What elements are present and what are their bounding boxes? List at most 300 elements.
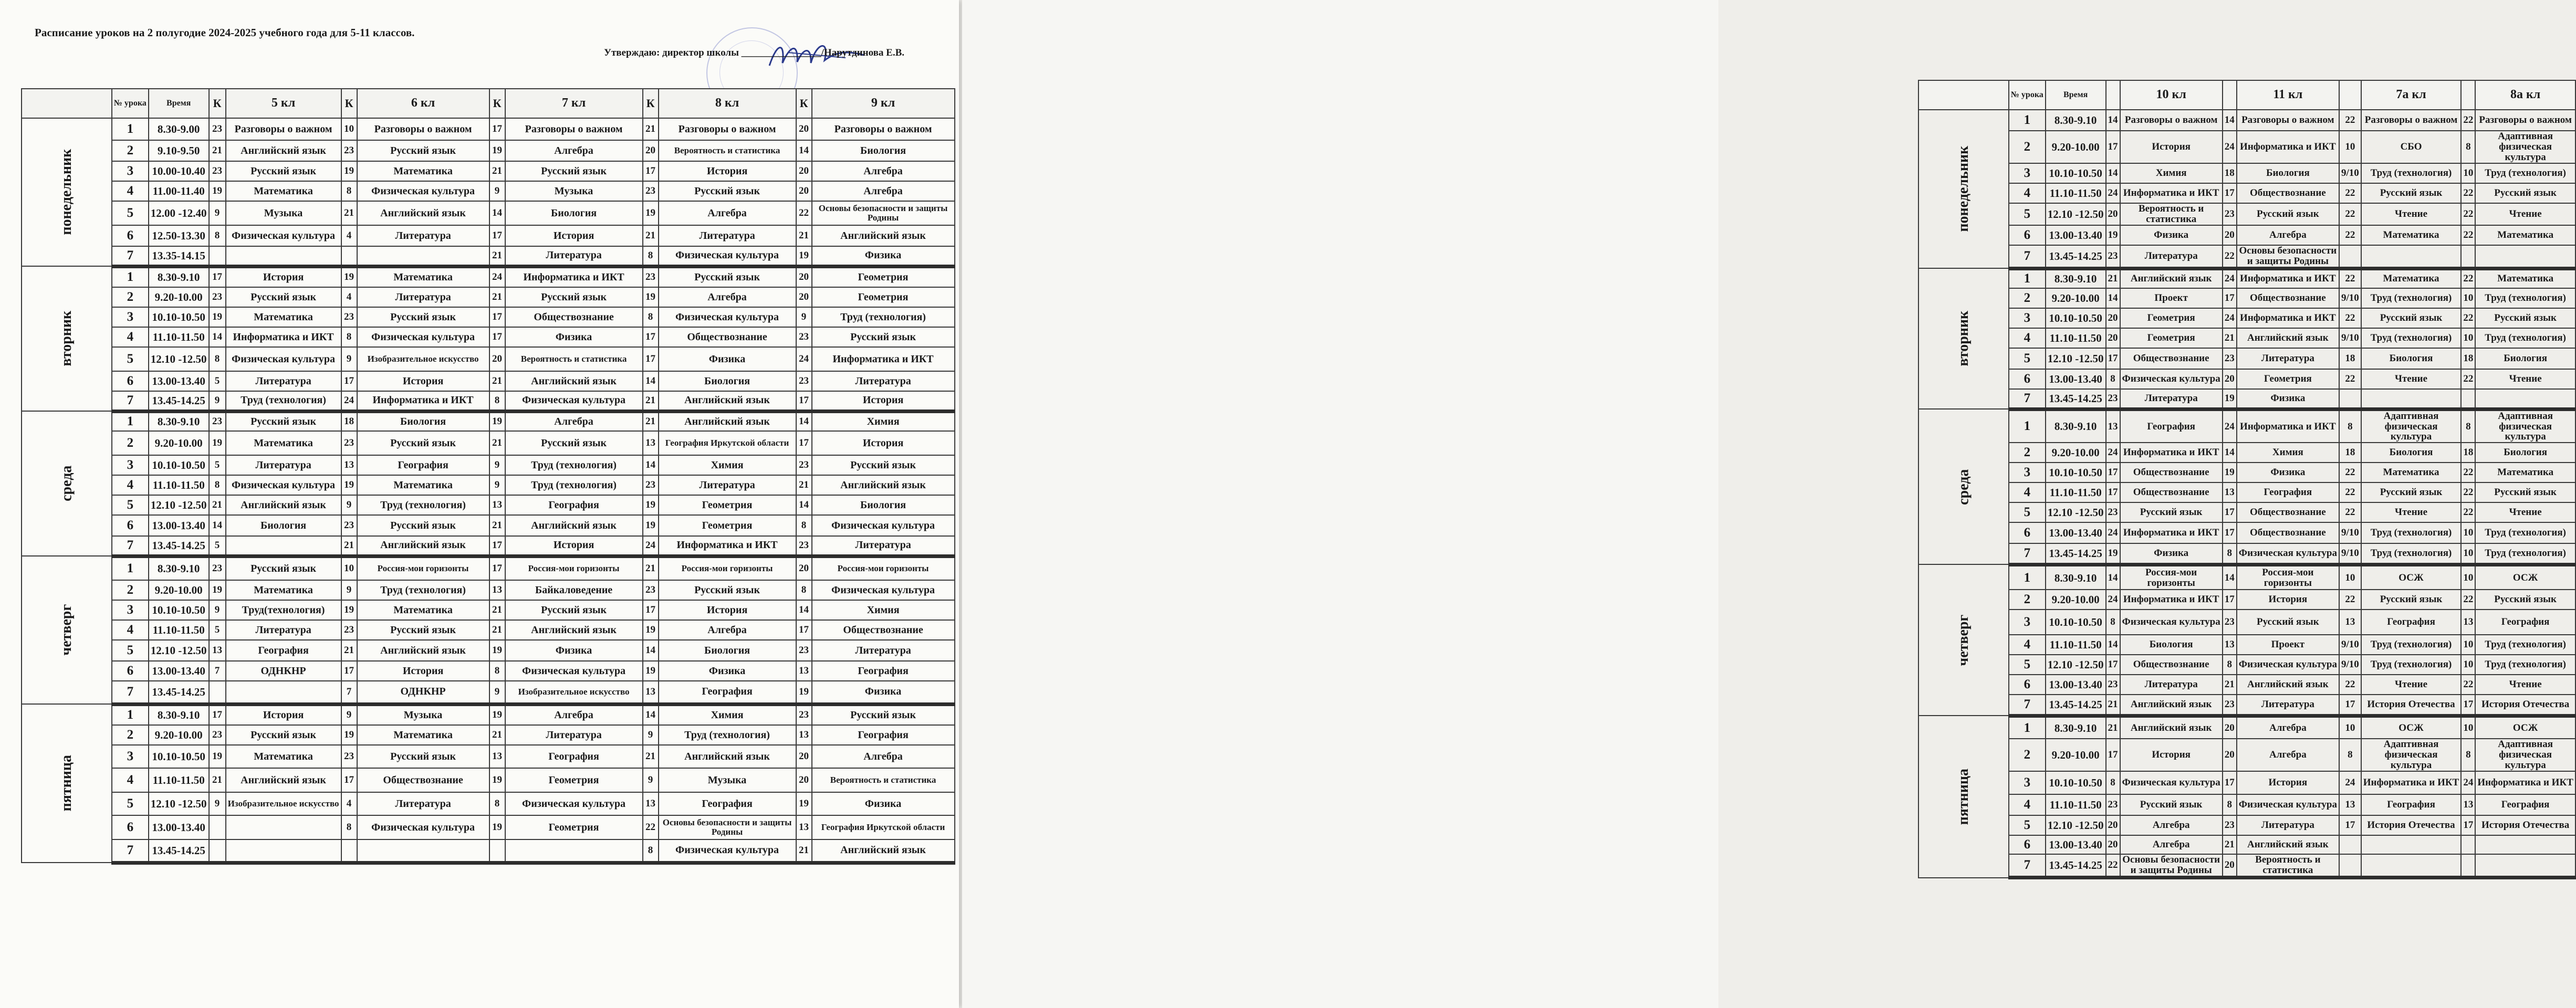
lesson-number: 2 [2009, 288, 2046, 308]
cabinet-number: 23 [209, 118, 226, 140]
subject: Математика [226, 580, 341, 600]
cabinet-number: 9 [796, 307, 812, 327]
cabinet-number: 23 [643, 181, 659, 201]
lesson-time: 13.00-13.40 [149, 661, 209, 681]
subject [2361, 854, 2462, 877]
subject: Физика [659, 347, 796, 371]
cabinet-number: 10 [2461, 543, 2475, 564]
lesson-number: 2 [2009, 590, 2046, 610]
table-row [22, 536, 955, 556]
cabinet-number: 20 [2106, 308, 2120, 328]
table-row [22, 580, 955, 600]
cabinet-number: 9 [341, 495, 357, 515]
subject: Русский язык [505, 287, 643, 307]
subject: Физическая культура [226, 347, 341, 371]
cabinet-number: 10 [2461, 522, 2475, 543]
lesson-time: 11.10-11.50 [2046, 794, 2106, 815]
lesson-time: 13.00-13.40 [149, 815, 209, 839]
subject [226, 815, 341, 839]
subject: Адаптивная физическая культура [2475, 739, 2575, 771]
cabinet-number: 19 [209, 307, 226, 327]
cabinet-number: 7 [341, 681, 357, 704]
subject: ОСЖ [2475, 564, 2575, 590]
lesson-time: 9.20-10.00 [2046, 739, 2106, 771]
lesson-time: 11.10-11.50 [149, 475, 209, 495]
subject: Алгебра [505, 140, 643, 161]
lesson-number: 2 [112, 580, 149, 600]
subject: Биология [2475, 348, 2575, 369]
subject: Литература [2120, 389, 2223, 409]
subject: Физика [812, 681, 955, 704]
table-row [22, 455, 955, 475]
header-class: 8а кл [2475, 80, 2575, 110]
subject: Геометрия [812, 266, 955, 287]
cabinet-number: 18 [2223, 163, 2237, 183]
cabinet-number: 22 [2339, 225, 2361, 245]
subject [226, 681, 341, 704]
subject: Математика [357, 600, 489, 620]
subject: Основы безопасности и защиты Родины [812, 201, 955, 225]
header-cabinet [2223, 80, 2237, 110]
lesson-time: 9.20-10.00 [2046, 131, 2106, 163]
table-row [22, 495, 955, 515]
subject: Английский язык [226, 140, 341, 161]
cabinet-number: 8 [489, 661, 505, 681]
subject: Физическая культура [2120, 771, 2223, 794]
cabinet-number: 8 [2461, 409, 2475, 443]
lesson-number: 6 [2009, 225, 2046, 245]
table-row [22, 307, 955, 327]
subject: Русский язык [505, 600, 643, 620]
cabinet-number: 10 [2461, 163, 2475, 183]
day-name: среда [1955, 469, 1972, 505]
subject: География [2361, 610, 2462, 635]
cabinet-number: 19 [489, 768, 505, 792]
subject: Биология [812, 495, 955, 515]
subject: Труд (технология) [2475, 328, 2575, 348]
day-label [22, 704, 112, 863]
subject: Английский язык [659, 745, 796, 768]
table-row [22, 246, 955, 266]
subject: Физическая культура [2120, 369, 2223, 389]
cabinet-number: 14 [209, 327, 226, 347]
lesson-time: 8.30-9.00 [149, 118, 209, 140]
subject: Физическая культура [659, 246, 796, 266]
subject: Биология [2361, 443, 2462, 463]
subject: Физическая культура [357, 181, 489, 201]
cabinet-number: 17 [2106, 348, 2120, 369]
lesson-time: 12.00 -12.40 [149, 201, 209, 225]
cabinet-number: 9/10 [2339, 288, 2361, 308]
lesson-time: 8.30-9.10 [2046, 110, 2106, 131]
table-row [1918, 835, 2575, 854]
cabinet-number: 9 [489, 475, 505, 495]
subject: Разговоры о важном [357, 118, 489, 140]
cabinet-number [2461, 245, 2475, 268]
cabinet-number: 8 [2461, 739, 2475, 771]
cabinet-number: 8 [341, 815, 357, 839]
cabinet-number: 14 [2106, 635, 2120, 655]
day-name: понедельник [58, 149, 75, 235]
cabinet-number: 24 [643, 536, 659, 556]
lesson-number: 5 [112, 792, 149, 815]
cabinet-number [489, 839, 505, 863]
lesson-time: 9.20-10.00 [149, 580, 209, 600]
cabinet-number: 13 [2339, 794, 2361, 815]
subject: Литература [812, 371, 955, 391]
lesson-number: 6 [112, 661, 149, 681]
subject: География [2120, 409, 2223, 443]
lesson-time: 9.20-10.00 [149, 431, 209, 455]
cabinet-number: 10 [2339, 131, 2361, 163]
subject: Обществознание [2120, 482, 2223, 502]
cabinet-number: 22 [2461, 369, 2475, 389]
header-cabinet: К [341, 89, 357, 118]
subject: География Иркутской области [659, 431, 796, 455]
cabinet-number: 8 [2223, 655, 2237, 675]
subject: Математика [357, 266, 489, 287]
subject: Информатика и ИКТ [2120, 183, 2223, 203]
cabinet-number: 23 [2106, 794, 2120, 815]
cabinet-number: 8 [2106, 771, 2120, 794]
subject: Музыка [505, 181, 643, 201]
cabinet-number: 23 [209, 411, 226, 431]
subject: Математика [357, 475, 489, 495]
subject: Физическая культура [812, 515, 955, 536]
cabinet-number: 23 [643, 580, 659, 600]
subject: Английский язык [357, 640, 489, 661]
subject: Алгебра [659, 620, 796, 640]
cabinet-number: 8 [209, 225, 226, 246]
cabinet-number: 21 [643, 118, 659, 140]
subject: Английский язык [2120, 695, 2223, 716]
subject [226, 839, 341, 863]
cabinet-number: 19 [489, 140, 505, 161]
cabinet-number: 9 [209, 600, 226, 620]
day-label [22, 118, 112, 266]
cabinet-number: 14 [2106, 110, 2120, 131]
header-cabinet: К [796, 89, 812, 118]
subject: География [812, 725, 955, 745]
subject: Литература [2237, 348, 2339, 369]
lesson-time: 13.00-13.40 [2046, 675, 2106, 695]
cabinet-number: 19 [489, 704, 505, 725]
cabinet-number: 19 [489, 640, 505, 661]
cabinet-number: 9 [489, 181, 505, 201]
cabinet-number: 17 [341, 768, 357, 792]
cabinet-number: 23 [209, 161, 226, 181]
cabinet-number: 21 [2223, 835, 2237, 854]
subject: Вероятность и статистика [2237, 854, 2339, 877]
cabinet-number: 9/10 [2339, 163, 2361, 183]
lesson-number: 3 [112, 455, 149, 475]
cabinet-number: 23 [796, 327, 812, 347]
subject: Английский язык [505, 371, 643, 391]
cabinet-number: 13 [643, 681, 659, 704]
table-row [1918, 110, 2575, 131]
cabinet-number: 19 [341, 475, 357, 495]
cabinet-number: 21 [489, 431, 505, 455]
table-row [22, 704, 955, 725]
cabinet-number: 17 [2223, 288, 2237, 308]
lesson-time: 13.45-14.25 [2046, 854, 2106, 877]
cabinet-number: 8 [2106, 610, 2120, 635]
subject: Русский язык [2475, 308, 2575, 328]
subject: Музыка [226, 201, 341, 225]
cabinet-number: 17 [2223, 771, 2237, 794]
cabinet-number: 13 [2461, 610, 2475, 635]
day-name: четверг [1955, 614, 1972, 666]
cabinet-number: 19 [209, 745, 226, 768]
cabinet-number: 9/10 [2339, 655, 2361, 675]
cabinet-number: 22 [2461, 110, 2475, 131]
subject: Труд (технология) [2361, 163, 2462, 183]
lesson-number: 4 [112, 181, 149, 201]
cabinet-number: 20 [2223, 854, 2237, 877]
cabinet-number: 14 [2223, 110, 2237, 131]
subject: Русский язык [812, 327, 955, 347]
subject: Химия [2237, 443, 2339, 463]
table-row [22, 475, 955, 495]
subject: Физическая культура [2237, 794, 2339, 815]
lesson-time: 13.45-14.25 [2046, 389, 2106, 409]
cabinet-number: 21 [489, 161, 505, 181]
lesson-number: 7 [2009, 245, 2046, 268]
cabinet-number: 17 [341, 661, 357, 681]
subject [2475, 245, 2575, 268]
cabinet-number: 23 [341, 515, 357, 536]
lesson-number: 7 [112, 536, 149, 556]
subject: Разговоры о важном [2475, 110, 2575, 131]
cabinet-number: 10 [2461, 716, 2475, 739]
cabinet-number: 21 [489, 600, 505, 620]
subject: Физика [505, 640, 643, 661]
subject: Разговоры о важном [2120, 110, 2223, 131]
cabinet-number: 24 [2223, 268, 2237, 288]
cabinet-number: 18 [2339, 348, 2361, 369]
subject: Вероятность и статистика [2120, 203, 2223, 225]
subject: Труд (технология) [2361, 328, 2462, 348]
subject: Информатика и ИКТ [226, 327, 341, 347]
cabinet-number: 20 [796, 768, 812, 792]
subject: Английский язык [357, 201, 489, 225]
cabinet-number: 21 [489, 725, 505, 745]
cabinet-number: 21 [2223, 675, 2237, 695]
cabinet-number: 17 [489, 556, 505, 580]
subject: Алгебра [2120, 815, 2223, 835]
subject: Россия-мои горизонты [2237, 564, 2339, 590]
cabinet-number: 9/10 [2339, 635, 2361, 655]
table-row [1918, 794, 2575, 815]
subject: Россия-мои горизонты [357, 556, 489, 580]
subject: Информатика и ИКТ [2237, 268, 2339, 288]
cabinet-number: 17 [796, 620, 812, 640]
cabinet-number: 23 [209, 556, 226, 580]
lesson-time: 13.45-14.25 [149, 681, 209, 704]
subject: История [2120, 131, 2223, 163]
cabinet-number: 17 [2339, 695, 2361, 716]
subject: История [2120, 739, 2223, 771]
subject: Физическая культура [357, 815, 489, 839]
subject: Труд (технология) [2361, 635, 2462, 655]
lesson-number: 5 [112, 640, 149, 661]
cabinet-number: 4 [341, 225, 357, 246]
subject: Физическая культура [812, 580, 955, 600]
lesson-time: 12.50-13.30 [149, 225, 209, 246]
subject: Литература [226, 455, 341, 475]
subject: Английский язык [812, 839, 955, 863]
subject: ОСЖ [2475, 716, 2575, 739]
lesson-time: 9.20-10.00 [149, 725, 209, 745]
subject: Литература [2237, 695, 2339, 716]
subject: Биология [2475, 443, 2575, 463]
subject: Обществознание [812, 620, 955, 640]
lesson-time: 11.10-11.50 [2046, 482, 2106, 502]
lesson-time: 10.10-10.50 [2046, 771, 2106, 794]
subject [2475, 854, 2575, 877]
table-row [22, 161, 955, 181]
subject [2475, 389, 2575, 409]
lesson-time: 13.00-13.40 [2046, 835, 2106, 854]
lesson-number: 7 [2009, 854, 2046, 877]
subject: Химия [659, 455, 796, 475]
subject: Английский язык [505, 620, 643, 640]
cabinet-number: 17 [209, 266, 226, 287]
subject: Информатика и ИКТ [659, 536, 796, 556]
cabinet-number: 8 [643, 839, 659, 863]
cabinet-number: 17 [2461, 815, 2475, 835]
lesson-time: 13.00-13.40 [2046, 522, 2106, 543]
lesson-number: 3 [112, 600, 149, 620]
subject: Обществознание [2237, 288, 2339, 308]
table-row [22, 371, 955, 391]
lesson-number: 2 [2009, 443, 2046, 463]
cabinet-number: 20 [2223, 716, 2237, 739]
cabinet-number: 13 [2223, 635, 2237, 655]
subject: Труд (технология) [2475, 163, 2575, 183]
cabinet-number: 9 [341, 580, 357, 600]
cabinet-number: 10 [2461, 328, 2475, 348]
subject: Алгебра [2237, 225, 2339, 245]
cabinet-number: 13 [2461, 794, 2475, 815]
day-name: вторник [1955, 311, 1972, 366]
lesson-number: 7 [112, 246, 149, 266]
subject: География [226, 640, 341, 661]
subject: Литература [357, 792, 489, 815]
subject: Русский язык [226, 556, 341, 580]
cabinet-number: 9 [489, 455, 505, 475]
subject: Физика [2120, 225, 2223, 245]
subject: Обществознание [2120, 348, 2223, 369]
cabinet-number: 14 [796, 495, 812, 515]
cabinet-number: 5 [209, 371, 226, 391]
cabinet-number: 21 [341, 536, 357, 556]
cabinet-number: 24 [2223, 409, 2237, 443]
header-class: 6 кл [357, 89, 489, 118]
subject: Химия [812, 600, 955, 620]
subject: Адаптивная физическая культура [2361, 739, 2462, 771]
cabinet-number: 8 [209, 475, 226, 495]
subject: Математика [226, 307, 341, 327]
cabinet-number: 21 [2106, 268, 2120, 288]
cabinet-number: 22 [2461, 183, 2475, 203]
table-row [1918, 854, 2575, 877]
subject: Русский язык [357, 140, 489, 161]
lesson-number: 1 [2009, 716, 2046, 739]
header-cabinet: К [489, 89, 505, 118]
subject: Вероятность и статистика [505, 347, 643, 371]
subject: Биология [2361, 348, 2462, 369]
subject: История [357, 661, 489, 681]
subject: Математика [2361, 225, 2462, 245]
subject: Основы безопасности и защиты Родины [2120, 854, 2223, 877]
cabinet-number: 21 [489, 246, 505, 266]
subject: Физическая культура [505, 661, 643, 681]
cabinet-number [341, 246, 357, 266]
header-class: 11 кл [2237, 80, 2339, 110]
table-row [22, 745, 955, 768]
subject: Математика [226, 745, 341, 768]
lesson-time: 10.10-10.50 [149, 745, 209, 768]
cabinet-number: 13 [489, 580, 505, 600]
cabinet-number: 19 [341, 266, 357, 287]
subject: Труд (технология) [2475, 288, 2575, 308]
cabinet-number: 20 [796, 287, 812, 307]
cabinet-number: 9 [489, 681, 505, 704]
lesson-number: 4 [112, 475, 149, 495]
subject: Труд (технология) [2475, 655, 2575, 675]
cabinet-number: 22 [2339, 482, 2361, 502]
cabinet-number: 13 [489, 745, 505, 768]
subject: Математика [357, 725, 489, 745]
cabinet-number: 8 [489, 391, 505, 411]
subject: Русский язык [2237, 203, 2339, 225]
cabinet-number: 13 [209, 640, 226, 661]
cabinet-number: 20 [2106, 835, 2120, 854]
cabinet-number: 14 [643, 640, 659, 661]
table-row [22, 768, 955, 792]
table-row [1918, 695, 2575, 716]
subject: Информатика и ИКТ [2475, 771, 2575, 794]
subject: Математика [2361, 268, 2462, 288]
cabinet-number: 8 [209, 347, 226, 371]
subject: Русский язык [2361, 183, 2462, 203]
cabinet-number: 17 [489, 536, 505, 556]
cabinet-number: 22 [2339, 369, 2361, 389]
header-class: 10 кл [2120, 80, 2223, 110]
cabinet-number: 21 [796, 839, 812, 863]
subject: Адаптивная физическая культура [2361, 409, 2462, 443]
lesson-number: 6 [2009, 522, 2046, 543]
table-row [1918, 203, 2575, 225]
subject: Проект [2237, 635, 2339, 655]
subject: История [226, 266, 341, 287]
subject: Физическая культура [2237, 543, 2339, 564]
lesson-number: 1 [2009, 564, 2046, 590]
lesson-number: 6 [2009, 675, 2046, 695]
subject: Русский язык [2475, 482, 2575, 502]
cabinet-number: 13 [796, 815, 812, 839]
day-label [1918, 409, 2009, 564]
subject: История Отечества [2475, 695, 2575, 716]
table-row [22, 839, 955, 863]
cabinet-number: 17 [209, 704, 226, 725]
table-row [22, 347, 955, 371]
cabinet-number: 9 [209, 201, 226, 225]
cabinet-number: 21 [209, 140, 226, 161]
subject: Русский язык [812, 455, 955, 475]
subject: Физика [812, 792, 955, 815]
